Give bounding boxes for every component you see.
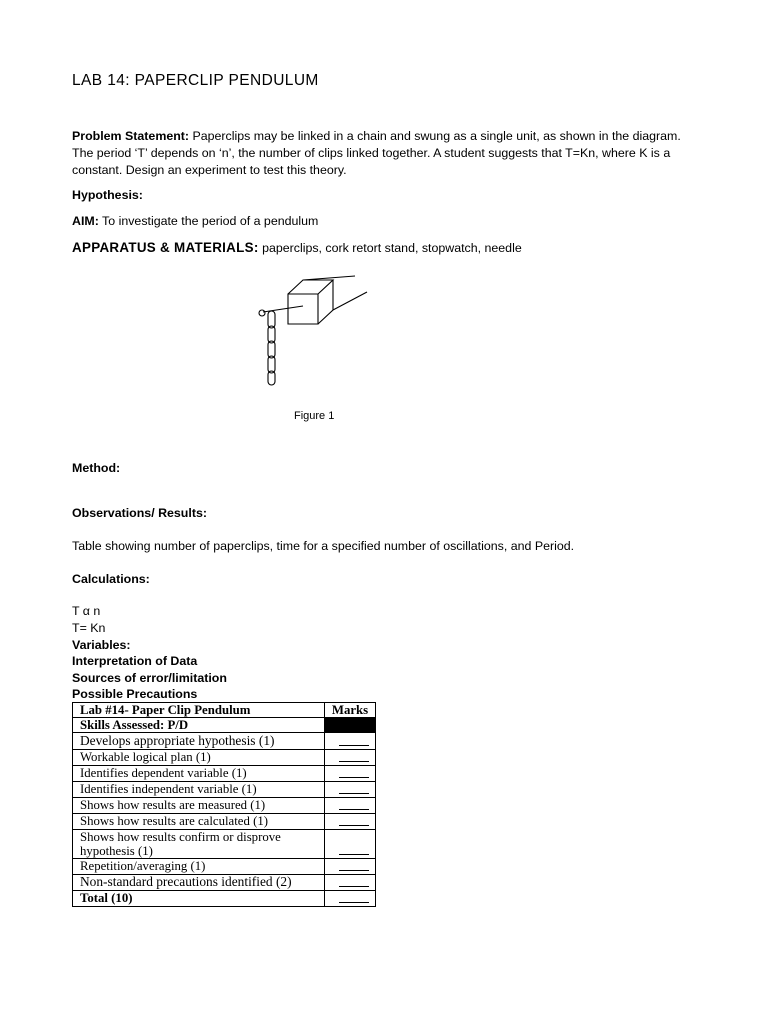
retort-rod-bottom [333, 292, 367, 310]
precautions-heading: Possible Precautions [72, 687, 198, 701]
mark-blank [325, 782, 376, 798]
marks-skills-filled-cell [325, 718, 376, 733]
problem-statement-label: Problem Statement: [72, 129, 190, 143]
problem-statement [72, 128, 702, 179]
page-title: LAB 14: PAPERCLIP PENDULUM [72, 72, 319, 89]
criterion-label: Identifies dependent variable (1) [73, 766, 325, 782]
total-blank [325, 891, 376, 907]
retort-rod-top [303, 276, 355, 280]
mark-blank [325, 875, 376, 891]
table-caption: Table showing number of paperclips, time for a specified number of oscillations, and Period. [72, 539, 575, 553]
total-blank-line [339, 891, 369, 903]
criterion-label: Non-standard precautions identified (2) [73, 875, 325, 891]
sources-heading: Sources of error/limitation [72, 671, 227, 685]
criterion-label: Shows how results are measured (1) [73, 798, 325, 814]
table-row [73, 782, 376, 798]
figure-caption: Figure 1 [294, 410, 335, 422]
apparatus-text: paperclips, cork retort stand, stopwatch, needle [258, 241, 522, 255]
mark-blank-line [339, 843, 369, 855]
pendulum-diagram [255, 262, 385, 392]
mark-blank [325, 766, 376, 782]
table-row [73, 766, 376, 782]
table-row [73, 814, 376, 830]
marks-header-row [73, 703, 376, 718]
mark-blank [325, 859, 376, 875]
criterion-label: Repetition/averaging (1) [73, 859, 325, 875]
table-row [73, 875, 376, 891]
interpretation-heading: Interpretation of Data [72, 654, 198, 668]
table-row [73, 798, 376, 814]
cork-top-edge [288, 280, 333, 294]
mark-blank-line [339, 734, 369, 746]
calculations-heading: Calculations: [72, 572, 150, 586]
mark-blank [325, 830, 376, 859]
table-row [73, 830, 376, 859]
marks-total-row [73, 891, 376, 907]
variables-heading: Variables: [72, 638, 131, 652]
aim-text: To investigate the period of a pendulum [98, 214, 319, 228]
marks-header-lab: Lab #14- Paper Clip Pendulum [73, 703, 325, 718]
mark-blank [325, 814, 376, 830]
formula-proportional: T α n [72, 604, 101, 618]
criterion-label: Identifies independent variable (1) [73, 782, 325, 798]
mark-blank-line [339, 782, 369, 794]
marks-skills-row [73, 718, 376, 733]
problem-statement-text: Paperclips may be linked in a chain and swung as a single unit, as shown in the diagram. The period ‘T’ depends on ‘n’, the number of clips linked together. A student suggests that T=Kn, where K is a constant. Design an experiment to test this theory. [72, 129, 681, 177]
mark-blank [325, 733, 376, 750]
mark-blank [325, 798, 376, 814]
mark-blank-line [339, 875, 369, 887]
table-row [73, 733, 376, 750]
criterion-label: Shows how results confirm or disprove hypothesis (1) [73, 830, 325, 859]
apparatus-line [72, 240, 522, 255]
criterion-label: Shows how results are calculated (1) [73, 814, 325, 830]
aim-label: AIM: [72, 214, 99, 228]
marks-header-marks: Marks [325, 703, 376, 718]
method-heading: Method: [72, 461, 121, 475]
mark-blank-line [339, 859, 369, 871]
mark-blank-line [339, 798, 369, 810]
total-label: Total (10) [73, 891, 325, 907]
aim-line [72, 214, 318, 228]
formula-equation: T= Kn [72, 621, 106, 635]
marks-skills-label: Skills Assessed: P/D [73, 718, 325, 733]
observations-heading: Observations/ Results: [72, 506, 207, 520]
hypothesis-heading: Hypothesis: [72, 188, 143, 202]
mark-blank-line [339, 750, 369, 762]
cork-front-face [288, 294, 318, 324]
mark-blank [325, 750, 376, 766]
mark-blank-line [339, 766, 369, 778]
table-row [73, 859, 376, 875]
needle-eye [259, 310, 265, 316]
criterion-label: Workable logical plan (1) [73, 750, 325, 766]
mark-blank-line [339, 814, 369, 826]
criterion-label: Develops appropriate hypothesis (1) [73, 733, 325, 750]
table-row [73, 750, 376, 766]
marks-table [72, 702, 376, 907]
apparatus-label: APPARATUS & MATERIALS: [72, 240, 259, 255]
